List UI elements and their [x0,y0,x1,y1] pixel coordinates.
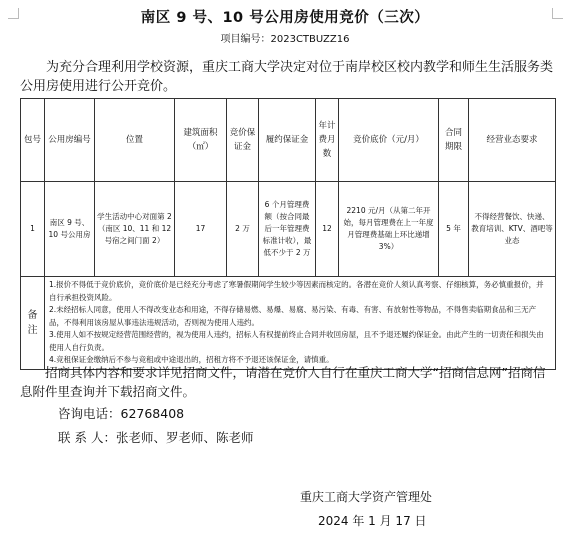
table-header-row [21,99,556,182]
bid-table [20,98,556,370]
notes-label: 备注 [21,277,45,370]
table-row [21,182,556,277]
cell-location: 学生活动中心对面第 2（南区 10、11 和 12 号宿之间门面 2） [95,182,175,277]
header-business: 经营业态要求 [469,99,556,182]
note-item-1: 1.报价不得低于竞价底价，竞价底价是已经充分考虑了寒暑假期间学生较少等因素而核定的。各潜在竞价人须认真考察、仔细核算，务必慎重报价，并自行承担投资风险。 [49,280,544,302]
header-months: 年计费月数 [316,99,339,182]
cell-area: 17 [175,182,227,277]
note-item-3: 3.使用人如不按规定经营范围经营的，视为使用人违约，招标人有权提前终止合同并收回房屋，且不予退还履约保证金。由此产生的一切责任和损失由使用人自行负责。 [49,330,544,352]
notes-cell [45,277,556,370]
cell-months: 12 [316,182,339,277]
cell-performance-deposit: 6 个月管理费额（按合同最后一年管理费标准计收），最低不少于 2 万 [259,182,316,277]
contact-phone: 咨询电话：62768408 [58,406,185,421]
header-bid-deposit: 竞价保证金 [227,99,259,182]
note-item-4: 4.竞租保证金缴纳后不参与竞租或中途退出的，招租方将不予退还该保证金，请慎重。 [49,355,334,364]
header-performance-deposit: 履约保证金 [259,99,316,182]
cell-base-price: 2210 元/月（从第二年开始，每月管理费在上一年度月管理费基础上环比递增 3%） [339,182,439,277]
header-package: 包号 [21,99,45,182]
issuing-org: 重庆工商大学资产管理处 [300,490,433,504]
cell-business: 不得经营餐饮、快递、教育培训、KTV、酒吧等业态 [469,182,556,277]
bidding-docs-paragraph: 招商具体内容和要求详见招商文件，请潜在竞价人自行在重庆工商大学“招商信息网”招商信息附件里查询并下载招商文件。 [20,365,546,399]
cell-package: 1 [21,182,45,277]
contact-people: 联 系 人：张老师、罗老师、陈老师 [58,430,254,445]
document-title: 南区 9 号、10 号公用房使用竞价（三次） [140,10,430,26]
cell-room-no: 南区 9 号、10 号公用房 [45,182,95,277]
intro-paragraph: 为充分合理利用学校资源，重庆工商大学决定对位于南岸校区校内教学和师生生活服务类公用房使用进行公开竞价。 [20,60,554,94]
cell-bid-deposit: 2 万 [227,182,259,277]
cell-term: 5 年 [439,182,469,277]
issue-date: 2024 年 1 月 17 日 [318,514,427,528]
header-room-no: 公用房编号 [45,99,95,182]
header-area: 建筑面积（㎡） [175,99,227,182]
header-term: 合同期限 [439,99,469,182]
header-base-price: 竞价底价（元/月） [339,99,439,182]
project-number: 项目编号：2023CTBUZZ16 [220,34,350,45]
header-location: 位置 [95,99,175,182]
note-item-2: 2.未经招标人同意，使用人不得改变业态和用途，不得存储易燃、易爆、易腐、易污染、有毒、有害、有放射性等物品，不得售卖临期食品和三无产品，不得利用该房屋从事违法违规活动，否则视为使用人违约。 [49,305,537,327]
notes-row [21,277,556,370]
